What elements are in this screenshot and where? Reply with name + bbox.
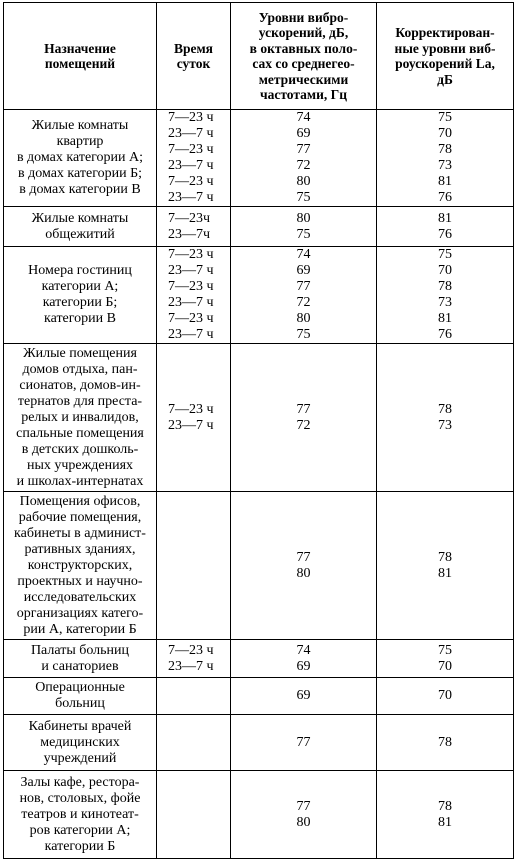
cell-line: в детских дошколь- (21, 441, 139, 457)
corrected-cell (377, 640, 514, 678)
cell-line: 80 (296, 311, 311, 326)
levels-cell (231, 678, 377, 715)
cell-line: 73 (438, 295, 452, 310)
table-row (4, 715, 514, 771)
cell-line: 75 (438, 247, 452, 262)
cell-line: 70 (438, 688, 452, 703)
levels-cell (231, 771, 377, 859)
cell-line: 80 (296, 565, 311, 581)
cell-line: 81 (438, 311, 452, 326)
cell-line: роускорений La, (395, 56, 495, 71)
cell-line: 23—7 ч (168, 327, 214, 342)
cell-line: 75 (296, 190, 311, 205)
corrected-cell (377, 247, 514, 344)
cell-line: 81 (438, 174, 452, 189)
purpose-cell (4, 207, 157, 247)
cell-line: 77 (296, 734, 311, 750)
cell-line: спальные помещения (16, 425, 144, 441)
cell-line: 77 (296, 798, 311, 814)
cell-line: 80 (296, 174, 311, 189)
purpose-cell (4, 247, 157, 344)
cell-line: 77 (296, 549, 311, 565)
cell-line: квартир (56, 134, 104, 149)
cell-line: Операционные (35, 680, 125, 695)
cell-line: 23—7 ч (168, 158, 214, 173)
cell-line: общежитий (45, 226, 115, 242)
time-cell (157, 247, 231, 344)
cell-line: 75 (296, 327, 311, 342)
time-cell (157, 110, 231, 207)
table-body (4, 110, 514, 859)
cell-line: Корректирован- (395, 25, 495, 40)
levels-cell (231, 492, 377, 640)
cell-line: 74 (296, 642, 311, 658)
cell-line: 69 (296, 658, 311, 674)
corrected-cell (377, 110, 514, 207)
time-cell (157, 492, 231, 640)
time-cell (157, 344, 231, 492)
cell-line: категории В (44, 311, 116, 326)
cell-line: 78 (438, 734, 452, 750)
header-row (4, 3, 514, 110)
purpose-cell (4, 678, 157, 715)
cell-line: Кабинеты врачей (28, 718, 132, 734)
cell-line: 77 (296, 279, 311, 294)
cell-line: 7—23ч (168, 210, 211, 226)
cell-line: суток (176, 56, 211, 71)
cell-line: 75 (438, 110, 452, 125)
cell-line: 78 (438, 798, 452, 814)
cell-line: 7—23 ч (168, 279, 214, 294)
cell-line: Номера гостиниц (28, 263, 132, 278)
cell-line: 23—7 ч (168, 263, 214, 278)
corrected-cell (377, 771, 514, 859)
cell-line: нов, столовых, фойе (19, 790, 141, 806)
table-row (4, 247, 514, 344)
cell-line: метрическими (258, 71, 349, 87)
cell-line: Время (173, 40, 213, 56)
cell-line: сионатов, домов-ин- (19, 377, 141, 393)
cell-line: 77 (296, 142, 311, 157)
cell-line: сах со среднегео- (252, 56, 355, 71)
cell-line: учреждений (43, 750, 117, 766)
cell-line: 72 (296, 295, 311, 310)
header-time (157, 3, 231, 110)
cell-line: 7—23 ч (168, 247, 214, 262)
cell-line: 7—23 ч (168, 110, 214, 125)
cell-line: ративных зданиях, (24, 541, 136, 557)
cell-line: 76 (438, 190, 452, 205)
cell-line: Жилые комнаты (31, 210, 129, 226)
table-row (4, 640, 514, 678)
cell-line: дБ (437, 71, 453, 87)
cell-line: 7—23 ч (168, 401, 214, 417)
cell-line: 70 (438, 263, 452, 278)
cell-line: Помещения офисов, (19, 493, 141, 509)
table-row (4, 771, 514, 859)
cell-line: 23—7 ч (168, 126, 214, 141)
cell-line: 80 (296, 210, 311, 226)
cell-line: 69 (296, 263, 311, 278)
levels-cell (231, 110, 377, 207)
cell-line: 81 (438, 565, 452, 581)
cell-line: релых и инвалидов, (21, 409, 139, 425)
cell-line: 73 (438, 417, 452, 433)
purpose-cell (4, 110, 157, 207)
cell-line: 78 (438, 401, 452, 417)
levels-cell (231, 247, 377, 344)
levels-cell (231, 344, 377, 492)
table-row (4, 344, 514, 492)
table-row (4, 492, 514, 640)
cell-line: категории А; (41, 279, 119, 294)
cell-line: 76 (438, 327, 452, 342)
cell-line: Жилые помещения (23, 345, 137, 361)
cell-line: 81 (438, 814, 452, 830)
corrected-cell (377, 344, 514, 492)
cell-line: 78 (438, 549, 452, 565)
vibration-norms-table (3, 2, 514, 859)
levels-cell (231, 715, 377, 771)
cell-line: ускорений, дБ, (258, 25, 349, 40)
cell-line: в октавных поло- (249, 40, 358, 56)
purpose-cell (4, 771, 157, 859)
cell-line: 7—23 ч (168, 174, 214, 189)
cell-line: Уровни вибро- (258, 9, 349, 25)
cell-line: ных учреждениях (26, 457, 134, 473)
cell-line: больниц (55, 696, 105, 711)
cell-line: 76 (438, 226, 452, 242)
cell-line: 75 (438, 642, 452, 658)
cell-line: 74 (296, 110, 311, 125)
cell-line: медицинских (40, 734, 120, 750)
cell-line: 23—7ч (168, 226, 211, 242)
cell-line: 23—7 ч (168, 417, 214, 433)
cell-line: категории Б; (42, 295, 118, 310)
cell-line: рабочие помещения, (18, 509, 142, 525)
table-row (4, 110, 514, 207)
cell-line: 69 (296, 126, 311, 141)
cell-line: Жилые комнаты (31, 118, 129, 133)
time-cell (157, 715, 231, 771)
cell-line: и санаториев (41, 658, 119, 674)
cell-line: 70 (438, 658, 452, 674)
header-purpose (4, 3, 157, 110)
cell-line: рии А, категории Б (23, 621, 137, 637)
cell-line: организациях катего- (16, 605, 144, 621)
time-cell (157, 771, 231, 859)
levels-cell (231, 640, 377, 678)
cell-line: Назначение (44, 40, 116, 56)
corrected-cell (377, 678, 514, 715)
time-cell (157, 207, 231, 247)
cell-line: исследовательских (23, 589, 137, 605)
corrected-cell (377, 492, 514, 640)
corrected-cell (377, 715, 514, 771)
table-row (4, 207, 514, 247)
cell-line: 72 (296, 417, 311, 433)
cell-line: ные уровни виб- (394, 40, 496, 56)
cell-line: домов отдыха, пан- (22, 361, 138, 377)
cell-line: помещений (44, 56, 116, 71)
cell-line: тернатов для преста- (17, 393, 143, 409)
cell-line: 23—7 ч (168, 190, 214, 205)
purpose-cell (4, 715, 157, 771)
cell-line: Палаты больниц (30, 642, 130, 658)
cell-line: проектных и научно- (17, 573, 143, 589)
cell-line: 72 (296, 158, 311, 173)
cell-line: 70 (438, 126, 452, 141)
cell-line: 77 (296, 401, 311, 417)
header-levels (231, 3, 377, 110)
cell-line: в домах категории В (19, 182, 141, 197)
table-row (4, 678, 514, 715)
corrected-cell (377, 207, 514, 247)
cell-line: и школах-интернатах (16, 473, 144, 489)
cell-line: театров и кинотеат- (21, 806, 139, 822)
cell-line: 81 (438, 210, 452, 226)
cell-line: 7—23 ч (168, 311, 214, 326)
cell-line: 23—7 ч (168, 295, 214, 310)
cell-line: 23—7 ч (168, 658, 214, 674)
cell-line: 74 (296, 247, 311, 262)
purpose-cell (4, 344, 157, 492)
cell-line: кабинеты в админист- (14, 525, 146, 541)
cell-line: частотами, Гц (259, 87, 348, 102)
cell-line: категории Б (44, 838, 116, 854)
cell-line: ров категории А; (29, 822, 131, 838)
cell-line: 7—23 ч (168, 142, 214, 157)
purpose-cell (4, 492, 157, 640)
time-cell (157, 678, 231, 715)
cell-line: в домах категории А; (16, 150, 144, 165)
cell-line: конструкторских, (27, 557, 133, 573)
purpose-cell (4, 640, 157, 678)
cell-line: 73 (438, 158, 452, 173)
cell-line: 7—23 ч (168, 642, 214, 658)
cell-line: в домах категории Б; (17, 166, 143, 181)
cell-line: 78 (438, 279, 452, 294)
cell-line: 80 (296, 814, 311, 830)
cell-line: Залы кафе, рестора- (20, 774, 140, 790)
cell-line: 69 (296, 688, 311, 703)
levels-cell (231, 207, 377, 247)
cell-line: 75 (296, 226, 311, 242)
cell-line: 78 (438, 142, 452, 157)
header-corrected (377, 3, 514, 110)
time-cell (157, 640, 231, 678)
